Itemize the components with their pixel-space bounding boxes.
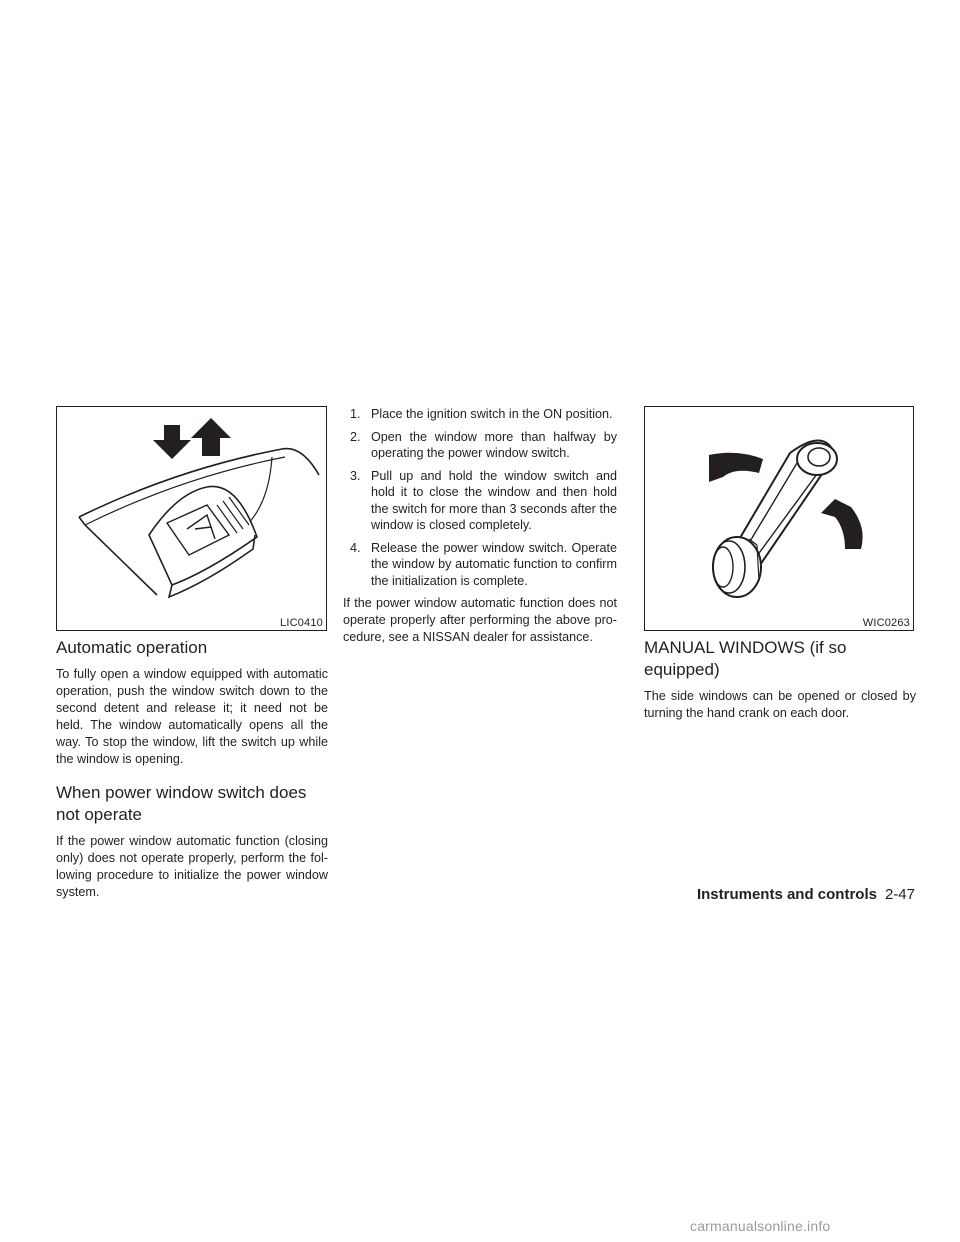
figure-code: WIC0263: [862, 617, 910, 629]
page-number: 2-47: [884, 886, 915, 903]
footer-section-title: Instruments and controls: [696, 886, 877, 903]
figure-code: LIC0410: [280, 617, 323, 629]
column-left: [56, 637, 328, 901]
column-middle: [343, 406, 617, 646]
rotate-arrow-icon: [709, 453, 763, 482]
paragraph-switch-not-operate: If the power window automatic function (closing only) does not operate properly, perform the fol- lowing procedure to initialize the power window system.: [56, 834, 328, 899]
hand-crank-illustration: [645, 407, 915, 632]
heading-automatic-operation: Automatic operation: [56, 638, 208, 657]
page-footer: [697, 885, 915, 905]
watermark: carmanualsonline.info: [690, 1218, 831, 1234]
window-switch-illustration: [57, 407, 328, 632]
rotate-arrow-icon: [821, 499, 863, 549]
figure-hand-crank: [644, 406, 914, 631]
column-right: [644, 637, 916, 722]
heading-switch-not-operate: When power window switch does not operate: [56, 783, 307, 824]
step-item: 3. Pull up and hold the window switch and hold it to close the window and then hold the switch for more than 3 seconds after the window is closed completely.: [350, 468, 617, 532]
paragraph-manual-windows: The side windows can be opened or closed by turning the hand crank on each door.: [644, 689, 916, 720]
procedure-steps: [343, 406, 617, 589]
down-arrow-icon: [153, 425, 191, 459]
up-arrow-icon: [191, 418, 231, 456]
step-item: 1. Place the ignition switch in the ON position.: [350, 407, 613, 421]
figure-window-switch: [56, 406, 327, 631]
step-item: 4. Release the power window switch. Operate the window by automatic function to confirm the initialization is complete.: [350, 540, 617, 588]
heading-manual-windows: MANUAL WINDOWS (if so equipped): [644, 638, 847, 679]
paragraph-after-steps: If the power window automatic function does not operate properly after performing the above pro- cedure, see a NISSAN dealer for assistance.: [343, 596, 617, 644]
step-item: 2. Open the window more than halfway by operating the power window switch.: [350, 429, 617, 460]
paragraph-automatic-operation: To fully open a window equipped with automatic operation, push the window switch down to the second detent and release it; it need not be held. The window automatically opens all the way. To stop the window, lift the switch up while the window is opening.: [56, 667, 328, 766]
